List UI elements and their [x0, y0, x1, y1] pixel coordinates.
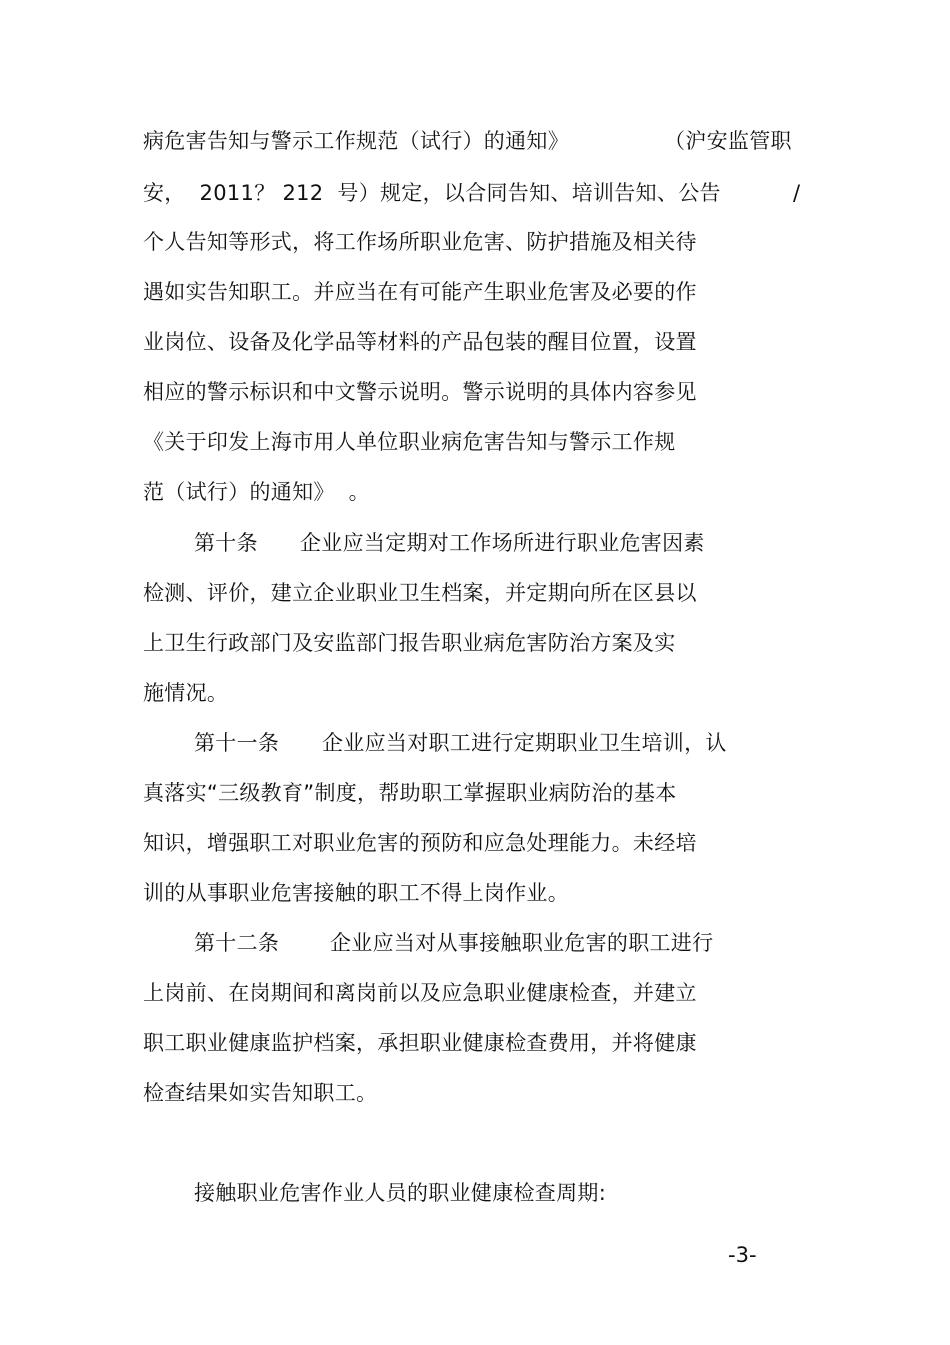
text-line: 遇如实告知职工。并应当在有可能产生职业危害及必要的作	[143, 280, 697, 304]
text-line: 真落实“三级教育”制度，帮助职工掌握职业病防治的基本	[143, 781, 677, 805]
article-heading: 第十二条	[194, 931, 280, 955]
article-heading: 第十条	[194, 531, 258, 555]
text-line: 相应的警示标识和中文警示说明。警示说明的具体内容参见	[143, 380, 697, 404]
text-line: 范（试行）的通知》 。	[143, 480, 370, 504]
text-line: 知识，增强职工对职业危害的预防和应急处理能力。未经培	[143, 831, 697, 855]
article-heading: 第十一条	[194, 731, 280, 755]
page-number: -3-	[728, 1243, 757, 1267]
text-line: （沪安监管职	[664, 129, 792, 153]
text-line: 业岗位、设备及化学品等材料的产品包装的醒目位置，设置	[143, 330, 697, 354]
text-line: 上卫生行政部门及安监部门报告职业病危害防治方案及实	[143, 631, 676, 655]
text-line: 企业应当对从事接触职业危害的职工进行	[330, 931, 714, 955]
text-line: 《关于印发上海市用人单位职业病危害告知与警示工作规	[143, 430, 676, 454]
text-line: 病危害告知与警示工作规范（试行）的通知》	[143, 129, 569, 153]
text-line: /	[793, 181, 801, 205]
text-line: 接触职业危害作业人员的职业健康检查周期:	[194, 1181, 607, 1205]
text-line: 企业应当对职工进行定期职业卫生培训，认	[322, 731, 727, 755]
text-line: 施情况。	[143, 681, 229, 705]
text-line: 职工职业健康监护档案，承担职业健康检查费用，并将健康	[143, 1031, 697, 1055]
text-line: 检查结果如实告知职工。	[143, 1081, 378, 1105]
text-line: 上岗前、在岗期间和离岗前以及应急职业健康检查，并建立	[143, 981, 697, 1005]
text-line: 检测、评价，建立企业职业卫生档案，并定期向所在区县以	[143, 581, 697, 605]
text-line: 企业应当定期对工作场所进行职业危害因素	[300, 531, 705, 555]
text-line: 个人告知等形式，将工作场所职业危害、防护措施及相关待	[143, 230, 697, 254]
text-line: 训的从事职业危害接触的职工不得上岗作业。	[143, 881, 569, 905]
text-line: 安， 2011？ 212 号）规定，以合同告知、培训告知、公告	[143, 181, 721, 205]
